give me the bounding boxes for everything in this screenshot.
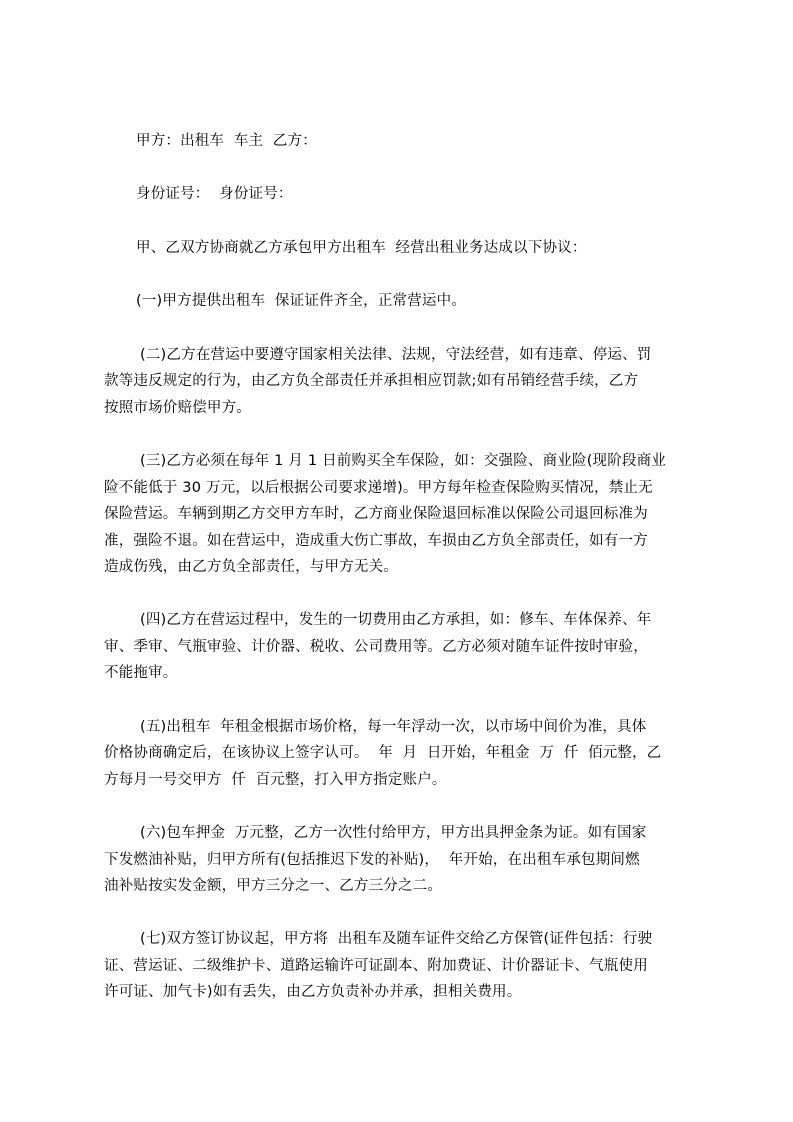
clause-4-line: 不能拖审。 (104, 665, 178, 681)
clause-7-line: 许可证、加气卡)如有丢失，由乙方负责补办并承，担相关费用。 (104, 984, 522, 1000)
party-line: 甲方：出租车 车主 乙方： (136, 133, 317, 149)
clause-3-line: 险不能低于 30 万元，以后根据公司要求递增)。甲方每年检查保险购买情况，禁止无 (104, 480, 653, 496)
clause-6-line: (六)包车押金 万元整，乙方一次性付给甲方，甲方出具押金条为证。如有国家 (140, 825, 647, 841)
agreement-intro: 甲、乙双方协商就乙方承包甲方出租车 经营出租业务达成以下协议： (136, 240, 587, 256)
clause-3-line: (三)乙方必须在每年 1 月 1 日前购买全车保险，如：交强险、商业险(现阶段商业 (140, 453, 667, 469)
clause-3-line: 准，强险不退。如在营运中，造成重大伤亡事故，车损由乙方负全部责任，如有一方 (104, 533, 648, 549)
clause-2-line: 按照市场价赔偿甲方。 (104, 400, 251, 416)
clause-4-line: 审、季审、气瓶审验、计价器、税收、公司费用等。乙方必须对随车证件按时审验， (104, 639, 648, 655)
clause-7-line: 证、营运证、二级维护卡、道路运输许可证副本、附加费证、计价器证卡、气瓶使用 (104, 958, 648, 974)
id-number-line: 身份证号： 身份证号： (136, 186, 293, 202)
clause-2-line: (二)乙方在营运中要遵守国家相关法律、法规，守法经营，如有违章、停运、罚 (140, 347, 652, 363)
clause-5-line: 价格协商确定后，在该协议上签字认可。 年 月 日开始，年租金 万 仟 佰元整，乙 (104, 745, 662, 761)
clause-3-line: 造成伤残，由乙方负全部责任，与甲方无关。 (104, 559, 398, 575)
clause-6-line: 下发燃油补贴，归甲方所有(包括推迟下发的补贴)， 年开始，在出租车承包期间燃 (104, 852, 640, 868)
clause-3-line: 保险营运。车辆到期乙方交甲方车时，乙方商业保险退回标准以保险公司退回标准为 (104, 506, 648, 522)
clause-2-line: 款等违反规定的行为，由乙方负全部责任并承担相应罚款;如有吊销经营手续，乙方 (104, 373, 639, 389)
clause-1-line: (一)甲方提供出租车 保证证件齐全，正常营运中。 (136, 293, 467, 309)
clause-5-line: 方每月一号交甲方 仟 百元整，打入甲方指定账户。 (104, 772, 447, 788)
clause-4-line: (四)乙方在营运过程中，发生的一切费用由乙方承担，如：修车、车体保养、年 (140, 612, 652, 628)
clause-6-line: 油补贴按实发金额，甲方三分之一、乙方三分之二。 (104, 878, 443, 894)
clause-5-line: (五)出租车 年租金根据市场价格，每一年浮动一次，以市场中间价为准，具体 (140, 719, 647, 735)
clause-7-line: (七)双方签订协议起，甲方将 出租车及随车证件交给乙方保管(证件包括：行驶 (140, 931, 653, 947)
